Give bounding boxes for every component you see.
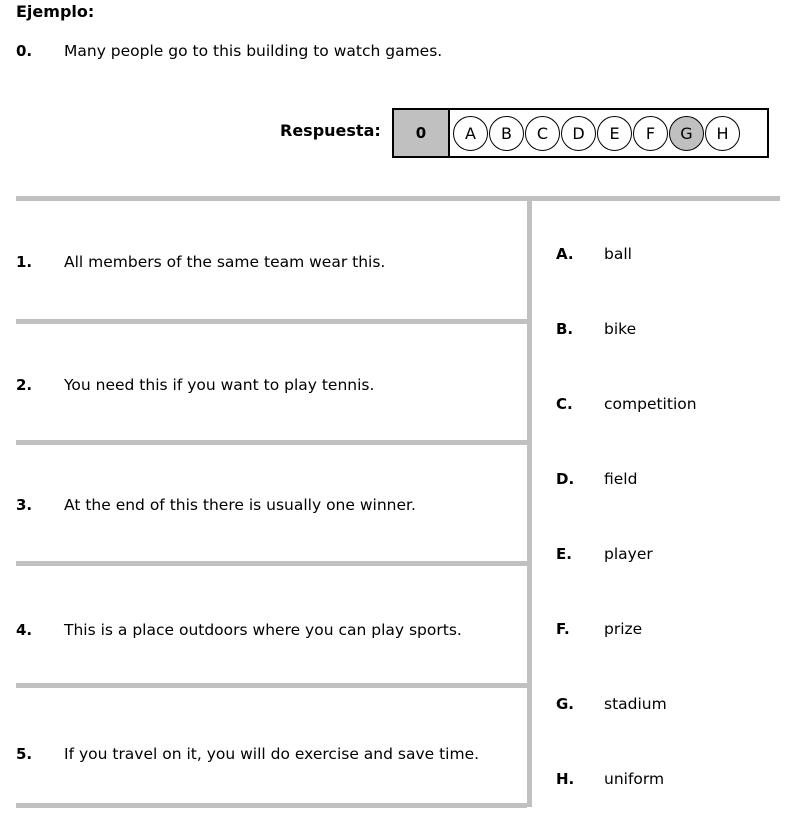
answer-bubble[interactable]: D xyxy=(561,116,596,151)
question-text: This is a place outdoors where you can play sports. xyxy=(64,621,462,639)
question-number: 4. xyxy=(16,621,33,639)
question-number: 1. xyxy=(16,253,33,271)
option-letter: E. xyxy=(556,545,572,563)
column-divider xyxy=(527,201,532,807)
row-divider xyxy=(16,319,527,324)
answer-bubble[interactable]: H xyxy=(705,116,740,151)
answer-bubble[interactable]: F xyxy=(633,116,668,151)
option-word: stadium xyxy=(604,695,667,713)
option-word: prize xyxy=(604,620,643,638)
option-word: player xyxy=(604,545,653,563)
question-text: At the end of this there is usually one winner. xyxy=(64,496,416,514)
option-letter: G. xyxy=(556,695,575,713)
question-number: 3. xyxy=(16,496,33,514)
answer-bubble-selected[interactable]: G xyxy=(669,116,704,151)
option-letter: D. xyxy=(556,470,575,488)
question-text: You need this if you want to play tennis. xyxy=(64,376,375,394)
option-word: field xyxy=(604,470,638,488)
top-divider xyxy=(16,196,780,201)
answer-bubble[interactable]: B xyxy=(489,116,524,151)
answer-label: Respuesta: xyxy=(280,121,381,140)
example-heading: Ejemplo: xyxy=(16,2,95,21)
option-word: ball xyxy=(604,245,632,263)
answer-bubble[interactable]: A xyxy=(453,116,488,151)
answer-bubbles xyxy=(450,110,741,156)
row-divider xyxy=(16,561,527,566)
question-text: If you travel on it, you will do exercise and save time. xyxy=(64,745,480,763)
example-number: 0. xyxy=(16,42,33,60)
row-divider xyxy=(16,440,527,445)
option-word: bike xyxy=(604,320,637,338)
row-divider xyxy=(16,683,527,688)
question-number: 5. xyxy=(16,745,33,763)
example-question-text: Many people go to this building to watch games. xyxy=(64,42,443,60)
row-divider xyxy=(16,803,527,808)
option-letter: B. xyxy=(556,320,574,338)
answer-number: 0 xyxy=(394,110,450,156)
option-letter: H. xyxy=(556,770,575,788)
option-word: competition xyxy=(604,395,697,413)
option-word: uniform xyxy=(604,770,665,788)
answer-bubble[interactable]: E xyxy=(597,116,632,151)
option-letter: C. xyxy=(556,395,573,413)
option-letter: F. xyxy=(556,620,570,638)
answer-box xyxy=(392,108,769,158)
question-text: All members of the same team wear this. xyxy=(64,253,386,271)
question-number: 2. xyxy=(16,376,33,394)
answer-bubble[interactable]: C xyxy=(525,116,560,151)
option-letter: A. xyxy=(556,245,574,263)
